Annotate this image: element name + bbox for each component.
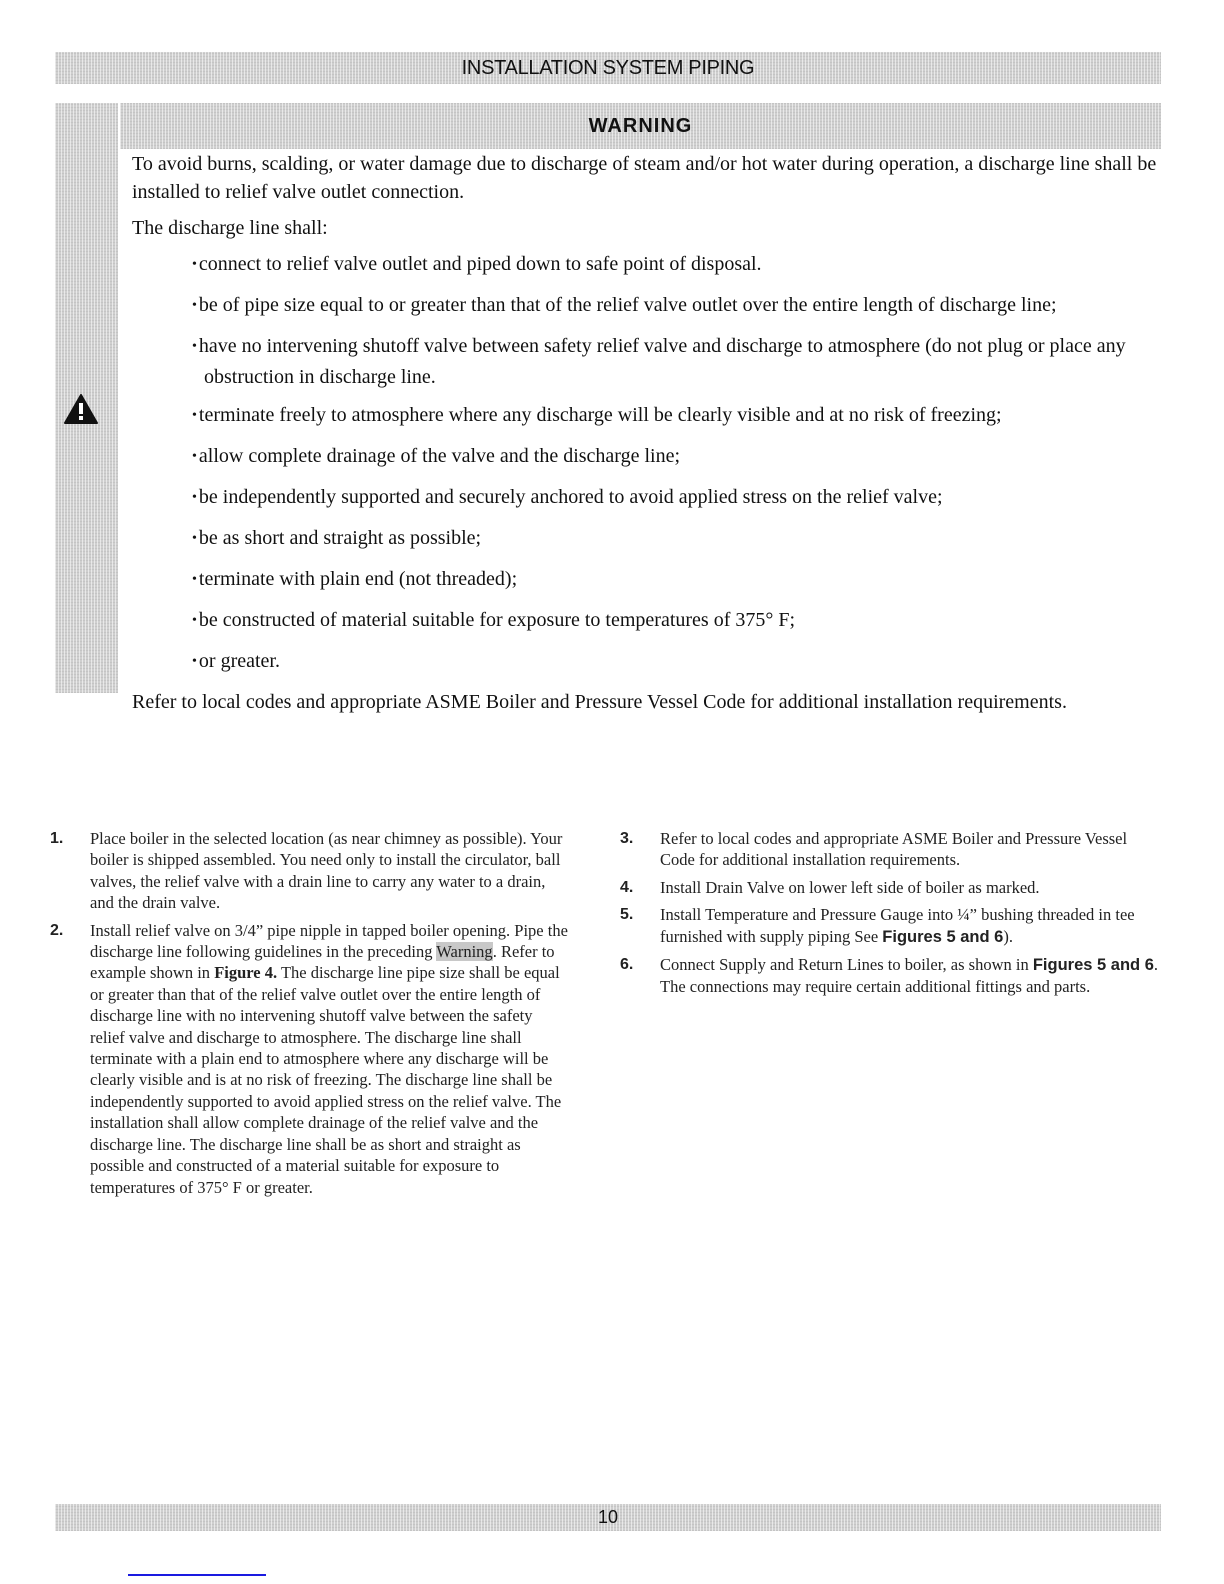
step-6 — [620, 954, 1160, 998]
warning-item: • terminate freely to atmosphere where any discharge will be clearly visible and at no risk of freezing; — [192, 401, 1162, 432]
warning-item: • be of pipe size equal to or greater than that of the relief valve outlet over the entire length of discharge line; — [192, 291, 1162, 322]
warning-closing: Refer to local codes and appropriate ASME Boiler and Pressure Vessel Code for additional installation requirements. — [132, 691, 1067, 713]
step-text-part: Connect Supply and Return Lines to boiler, as shown in — [660, 955, 1033, 975]
step-text-part: The discharge line pipe size shall be equal or greater than that of the relief valve outlet over the entire length of discharge line with no intervening shutoff valve between the safety relief valve and discharge to atmosphere. The discharge line shall terminate with a plain end to atmosphere where any discharge will be clearly visible and is at no risk of freezing. The discharge line shall be independently supported to avoid applied stress on the relief valve. The installation shall allow complete drainage of the relief valve and the discharge line. The discharge line shall be as short and straight as possible and constructed of a material suitable for exposure to temperatures of 375° F or greater. — [90, 963, 562, 1197]
step-text-part: Install relief valve on 3/4” pipe nipple in tapped boiler opening. Pipe the discharge line following guidelines in the preceding — [90, 920, 568, 962]
steps-right-column — [620, 828, 1160, 1004]
warning-body — [132, 150, 1162, 724]
warning-reference-link[interactable]: Warning — [436, 942, 493, 962]
step-text — [660, 904, 1160, 948]
step-text — [90, 920, 570, 1198]
step-3 — [620, 828, 1160, 871]
step-number: 2. — [50, 921, 64, 939]
warning-item: • be as short and straight as possible; — [192, 524, 1162, 555]
step-5 — [620, 904, 1160, 948]
figure-reference: Figures 5 and 6 — [882, 927, 1004, 946]
step-1 — [50, 828, 570, 914]
step-number: 4. — [620, 878, 634, 896]
link-underline — [128, 1574, 266, 1576]
page-number: 10 — [597, 1507, 619, 1527]
step-text: Place boiler in the selected location (as near chimney as possible). Your boiler is shipped assembled. You need only to install the circulator, ball valves, the relief valve with a drain line to carry any water to a drain, and the drain valve. — [90, 829, 563, 913]
warning-item: • terminate with plain end (not threaded); — [192, 565, 1162, 596]
warning-title-bar — [120, 103, 1161, 149]
step-text — [660, 954, 1160, 998]
figure-reference: Figure 4. — [214, 963, 278, 983]
warning-item: • connect to relief valve outlet and piped down to safe point of disposal. — [192, 250, 1162, 281]
step-2 — [50, 920, 570, 1198]
step-number: 6. — [620, 956, 634, 974]
section-title: INSTALLATION SYSTEM PIPING — [461, 56, 755, 79]
warning-sidebar — [55, 103, 118, 693]
step-number: 3. — [620, 830, 634, 847]
warning-item: • have no intervening shutoff valve between safety relief valve and discharge to atmosphere (do not plug or place any obstruction in discharge line. — [192, 332, 1162, 391]
warning-item: • or greater. — [192, 647, 1162, 678]
step-text-part: ). — [1003, 926, 1013, 946]
warning-lead: The discharge line shall: — [132, 217, 328, 239]
warning-triangle-icon — [63, 393, 99, 425]
warning-item: • allow complete drainage of the valve and the discharge line; — [192, 442, 1162, 473]
warning-title: WARNING — [588, 114, 693, 137]
section-header — [55, 52, 1161, 84]
step-number: 1. — [50, 830, 64, 847]
warning-list — [132, 250, 1162, 678]
step-number: 5. — [620, 906, 634, 924]
step-text-part: . The connections may require certain additional fittings and parts. — [660, 955, 1159, 997]
step-4 — [620, 877, 1160, 898]
step-text-part: Install Temperature and Pressure Gauge into ¼” bushing threaded in tee furnished with supply piping See — [660, 905, 1135, 946]
footer-bar — [55, 1504, 1161, 1531]
step-text: Refer to local codes and appropriate ASME Boiler and Pressure Vessel Code for additional installation requirements. — [660, 829, 1128, 870]
steps-left-column — [50, 828, 570, 1204]
figure-reference: Figures 5 and 6 — [1032, 956, 1154, 975]
warning-item: • be constructed of material suitable for exposure to temperatures of 375° F; — [192, 606, 1162, 637]
step-text-part: . Refer to example shown in — [90, 942, 555, 983]
warning-intro: To avoid burns, scalding, or water damage due to discharge of steam and/or hot water during operation, a discharge line shall be installed to relief valve outlet connection. — [132, 153, 1157, 203]
warning-item: • be independently supported and securely anchored to avoid applied stress on the relief valve; — [192, 483, 1162, 514]
step-text: Install Drain Valve on lower left side of boiler as marked. — [660, 877, 1040, 897]
